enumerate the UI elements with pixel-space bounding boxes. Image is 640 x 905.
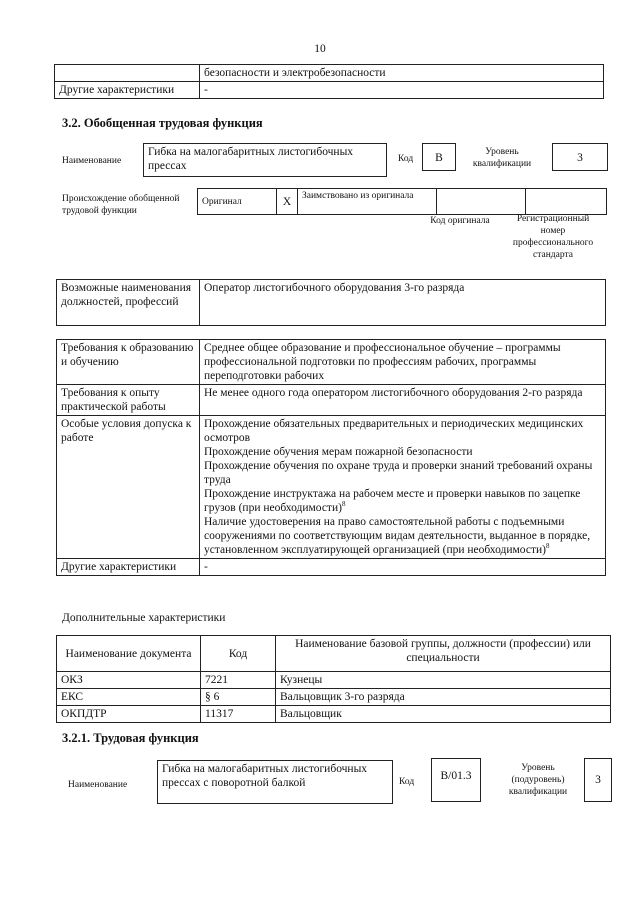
- table-row: [57, 672, 611, 689]
- special-conditions: [200, 416, 606, 559]
- education-value: Среднее общее образование и профессиональное обучение – программы профессиональной подготовки по профессиям рабочих, программы переподготовки рабочих: [200, 340, 606, 385]
- experience-value: Не менее одного года оператором листогибочного оборудования 2-го разряда: [200, 385, 606, 416]
- tf-code-label: Код: [399, 777, 415, 787]
- table-row: [57, 706, 611, 723]
- original-label: Оригинал: [198, 189, 277, 215]
- doc-group: Вальцовщик 3-го разряда: [276, 689, 611, 706]
- special-item: Наличие удостоверения на право самостоятельной работы с подъемными сооружениями по соответствующим видам деятельности, выданное в порядке, установленном эксплуатирующей организацией (при необходимости)$^8$: [204, 516, 591, 556]
- origin-code-label: Код оригинала: [430, 216, 490, 226]
- table-row: [57, 689, 611, 706]
- special-label: Особые условия допуска к работе: [57, 416, 200, 559]
- special-item: Прохождение инструктажа на рабочем месте и проверки навыков по зацепке грузов (при необходимости)$^8$: [204, 488, 581, 514]
- education-label: Требования к образованию и обучению: [57, 340, 200, 385]
- doc-name: ЕКС: [57, 689, 201, 706]
- doc-group: Вальцовщик: [276, 706, 611, 723]
- top-table: [54, 64, 604, 99]
- top-table-row2-value: -: [200, 82, 604, 99]
- reg-number-label: Регистрационный номер профессионального стандарта: [512, 214, 594, 260]
- footnote-mark: 8: [545, 542, 550, 551]
- other-label: Другие характеристики: [57, 559, 200, 576]
- borrowed-label: Заимствовано из оригинала: [298, 189, 437, 215]
- doc-code: 11317: [201, 706, 276, 723]
- section-3-2-heading: 3.2. Обобщенная трудовая функция: [62, 116, 263, 130]
- gtf-code-box: B: [422, 143, 456, 171]
- origin-table: [197, 188, 607, 215]
- origin-label: Происхождение обобщенной трудовой функции: [62, 194, 180, 216]
- additional-header: Наименование документа: [57, 636, 201, 672]
- professions-table: [56, 279, 606, 326]
- special-item: Прохождение обязательных предварительных и периодических медицинских осмотров: [204, 418, 584, 444]
- top-table-empty-cell: [55, 65, 200, 82]
- gtf-level-box: 3: [552, 143, 608, 171]
- doc-name: ОКЗ: [57, 672, 201, 689]
- tf-level-box: 3: [584, 758, 612, 802]
- page-number: 10: [314, 43, 326, 55]
- requirements-table: [56, 339, 606, 576]
- other-value: -: [200, 559, 606, 576]
- tf-name-label: Наименование: [68, 780, 128, 790]
- professions-label: Возможные наименования должностей, профессий: [57, 280, 200, 326]
- top-table-row2-label: Другие характеристики: [55, 82, 200, 99]
- professions-value: Оператор листогибочного оборудования 3-го разряда: [200, 280, 606, 326]
- original-mark: X: [277, 189, 298, 215]
- additional-table: [56, 635, 611, 723]
- doc-code: § 6: [201, 689, 276, 706]
- additional-header: Код: [201, 636, 276, 672]
- name-label: Наименование: [62, 156, 122, 166]
- tf-level-label: Уровень (подуровень) квалификации: [508, 763, 568, 797]
- additional-title: Дополнительные характеристики: [62, 612, 226, 624]
- experience-label: Требования к опыту практической работы: [57, 385, 200, 416]
- reg-number-cell: [526, 189, 607, 215]
- special-item: Прохождение обучения по охране труда и проверки знаний требований охраны труда: [204, 460, 593, 486]
- doc-group: Кузнецы: [276, 672, 611, 689]
- gtf-name-box: Гибка на малогабаритных листогибочных прессах: [143, 143, 387, 177]
- code-label: Код: [398, 154, 414, 164]
- special-item: Прохождение обучения мерам пожарной безопасности: [204, 446, 473, 458]
- section-3-2-1-heading: 3.2.1. Трудовая функция: [62, 731, 199, 745]
- level-label: Уровень квалификации: [472, 147, 532, 169]
- tf-code-box: B/01.3: [431, 758, 481, 802]
- top-table-row1-value: безопасности и электробезопасности: [200, 65, 604, 82]
- tf-name-box: Гибка на малогабаритных листогибочных прессах с поворотной балкой: [157, 760, 393, 804]
- footnote-mark: 8: [341, 500, 346, 509]
- doc-code: 7221: [201, 672, 276, 689]
- doc-name: ОКПДТР: [57, 706, 201, 723]
- origin-code-cell: [437, 189, 526, 215]
- additional-header: Наименование базовой группы, должности (профессии) или специальности: [276, 636, 611, 672]
